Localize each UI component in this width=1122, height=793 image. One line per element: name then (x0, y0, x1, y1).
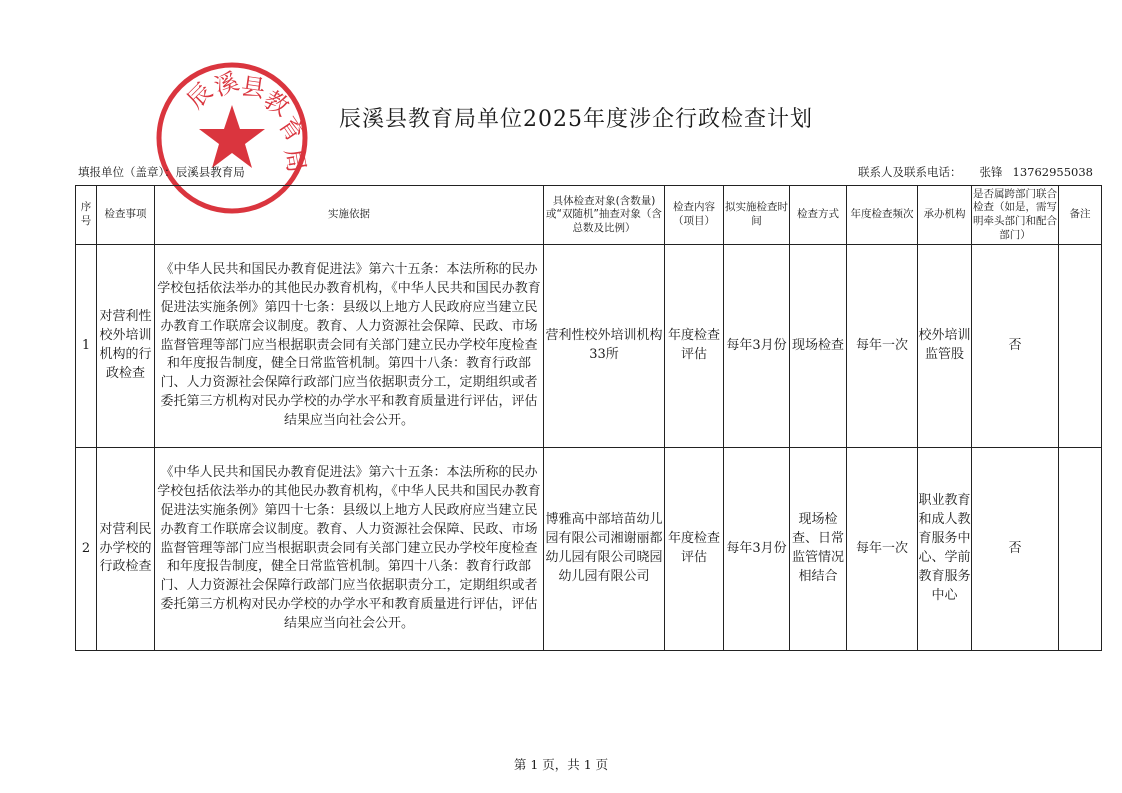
cell-frequency: 每年一次 (847, 245, 918, 448)
filing-unit: 填报单位（盖章）：辰溪县教育局 (78, 165, 245, 179)
cell-method: 现场检查 (790, 245, 847, 448)
col-header-no: 序号 (76, 186, 97, 245)
cell-content: 年度检查评估 (665, 448, 724, 651)
cell-agency: 职业教育和成人教育服务中心、学前教育服务中心 (918, 448, 972, 651)
col-header-basis: 实施依据 (155, 186, 544, 245)
page-footer: 第 1 页，共 1 页 (513, 757, 609, 772)
cell-time: 每年3月份 (724, 245, 790, 448)
cell-item: 对营利性校外培训机构的行政检查 (97, 245, 155, 448)
col-header-item: 检查事项 (97, 186, 155, 245)
cell-agency: 校外培训监管股 (918, 245, 972, 448)
cell-frequency: 每年一次 (847, 448, 918, 651)
cell-note (1059, 245, 1102, 448)
cell-targets: 博雅高中部培苗幼儿园有限公司湘谢丽都幼儿园有限公司晓园幼儿园有限公司 (544, 448, 665, 651)
cell-content: 年度检查评估 (665, 245, 724, 448)
svg-text:教: 教 (258, 85, 295, 122)
col-header-content: 检查内容（项目） (665, 186, 724, 245)
svg-text:溪: 溪 (210, 67, 243, 102)
cell-item: 对营利民办学校的行政检查 (97, 448, 155, 651)
col-header-time: 拟实施检查时间 (724, 186, 790, 245)
col-header-frequency: 年度检查频次 (847, 186, 918, 245)
cell-targets: 营利性校外培训机构33所 (544, 245, 665, 448)
table-row (76, 245, 1102, 448)
svg-text:育: 育 (273, 111, 310, 148)
cell-no: 1 (76, 245, 97, 448)
contact-info (858, 164, 1093, 180)
contact-label: 联系人及联系电话： (858, 165, 962, 179)
cell-basis: 《中华人民共和国民办教育促进法》第六十五条：本法所称的民办学校包括依法举办的其他民办教育机构，《中华人民共和国民办教育促进法实施条例》第四十七条：县级以上地方人民政府应当建立民办教育工作联席会议制度。教育、人力资源社会保障、民政、市场监督管理等部门应当根据职责会同有关部门建立民办学校年度检查和年度报告制度，健全日常监管机制。第四十八条：教育行政部门、人力资源社会保障行政部门应当依据职责分工，定期组织或者委托第三方机构对民办学校的办学水平和教育质量进行评估，评估结果应当向社会公开。 (155, 448, 544, 651)
cell-joint: 否 (972, 448, 1059, 651)
contact-phone: 13762955038 (1012, 165, 1093, 179)
cell-note (1059, 448, 1102, 651)
cell-basis: 《中华人民共和国民办教育促进法》第六十五条：本法所称的民办学校包括依法举办的其他民办教育机构，《中华人民共和国民办教育促进法实施条例》第四十七条：县级以上地方人民政府应当建立民办教育工作联席会议制度。教育、人力资源社会保障、民政、市场监督管理等部门应当根据职责会同有关部门建立民办学校年度检查和年度报告制度，健全日常监管机制。第四十八条：教育行政部门、人力资源社会保障行政部门应当依据职责分工，定期组织或者委托第三方机构对民办学校的办学水平和教育质量进行评估，评估结果应当向社会公开。 (155, 245, 544, 448)
svg-text:县: 县 (239, 72, 267, 104)
cell-joint: 否 (972, 245, 1059, 448)
contact-name: 张锋 (979, 165, 1003, 179)
col-header-note: 备注 (1059, 186, 1102, 245)
col-header-method: 检查方式 (790, 186, 847, 245)
page-title: 辰溪县教育局单位2025年度涉企行政检查计划 (339, 107, 813, 132)
col-header-targets: 具体检查对象(含数量)或“双随机”抽查对象（含总数及比例） (544, 186, 665, 245)
cell-no: 2 (76, 448, 97, 651)
svg-text:局: 局 (279, 146, 311, 175)
col-header-joint: 是否属跨部门联合检查（如是，需写明牵头部门和配合部门） (972, 186, 1059, 245)
svg-text:辰: 辰 (181, 77, 219, 115)
table-row (76, 448, 1102, 651)
table-header-row (76, 186, 1102, 245)
cell-method: 现场检查、日常监管情况相结合 (790, 448, 847, 651)
inspection-plan-table (75, 185, 1102, 651)
col-header-agency: 承办机构 (918, 186, 972, 245)
cell-time: 每年3月份 (724, 448, 790, 651)
